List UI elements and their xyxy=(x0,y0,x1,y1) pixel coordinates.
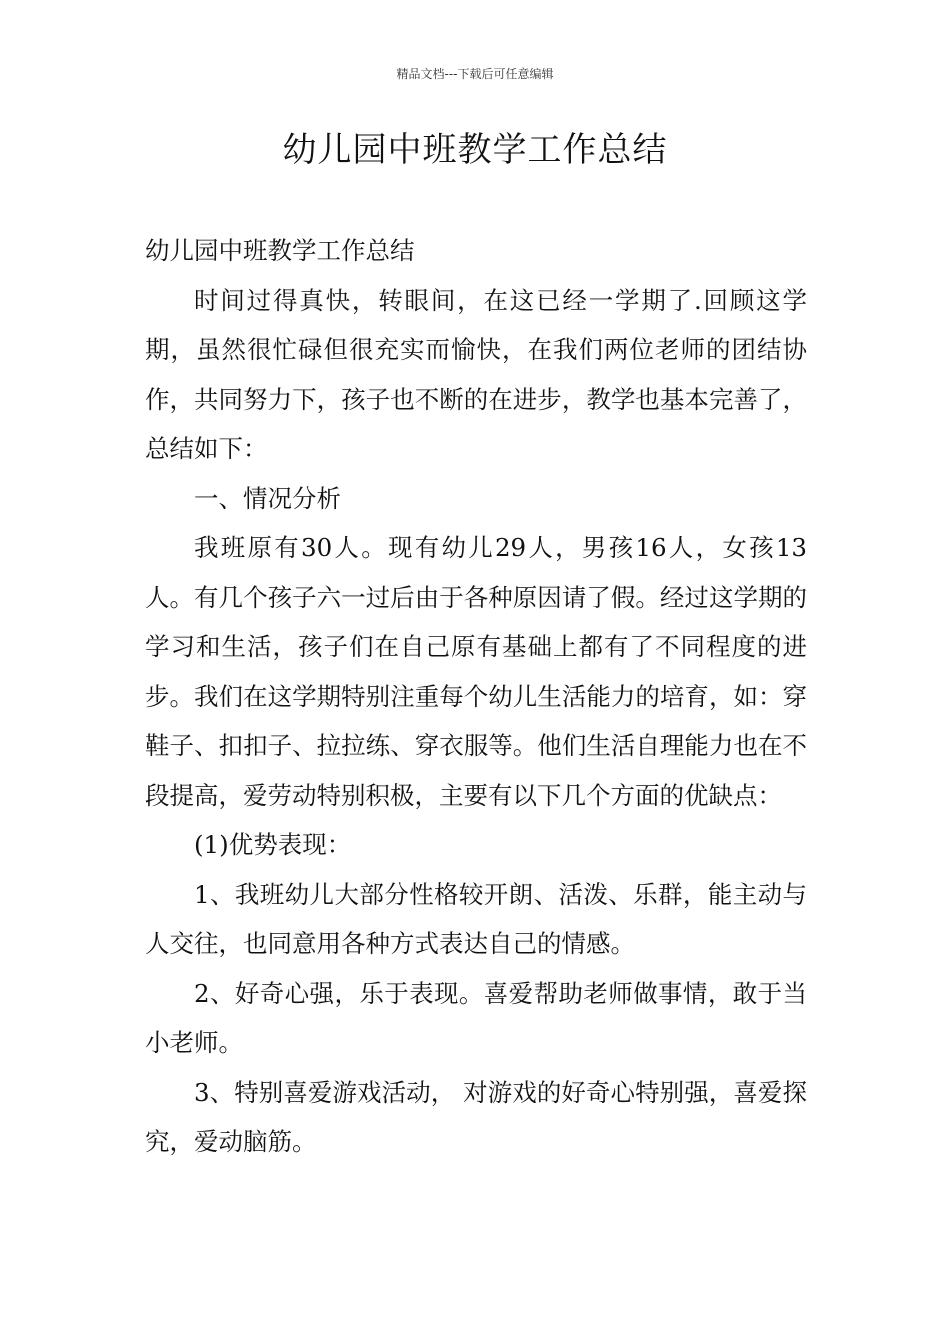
intro-paragraph: 时间过得真快，转眼间，在这已经一学期了.回顾这学期，虽然很忙碌但很充实而愉快，在我们两位老师的团结协作，共同努力下，孩子也不断的在进步，教学也基本完善了，总结如下： xyxy=(145,285,807,463)
subtitle-paragraph: 幼儿园中班教学工作总结 xyxy=(145,236,415,265)
document-body xyxy=(145,226,807,1167)
section-heading-situation: 一、情况分析 xyxy=(194,483,341,513)
strength-item-1: 1、我班幼儿大部分性格较开朗、活泼、乐群，能主动与人交往，也同意用各种方式表达自己的情感。 xyxy=(145,879,807,958)
document-title: 幼儿园中班教学工作总结 xyxy=(282,130,668,170)
situation-paragraph: 我班原有30人。现有幼儿29人，男孩16人，女孩13人。有几个孩子六一过后由于各种原因请了假。经过这学期的学习和生活，孩子们在自己原有基础上都有了不同程度的进步。我们在这学期特别注重每个幼儿生活能力的培育，如：穿鞋子、扣扣子、拉拉练、穿衣服等。他们生活自理能力也在不段提高，爱劳动特别积极，主要有以下几个方面的优缺点： xyxy=(145,533,807,810)
strengths-heading: (1)优势表现： xyxy=(194,830,352,859)
strength-item-3: 3、特别喜爱游戏活动， 对游戏的好奇心特别强，喜爱探究，爱动脑筋。 xyxy=(145,1077,807,1156)
header-note: 精品文档---下载后可任意编辑 xyxy=(396,67,554,81)
strength-item-2: 2、好奇心强，乐于表现。喜爱帮助老师做事情，敢于当小老师。 xyxy=(145,978,807,1057)
